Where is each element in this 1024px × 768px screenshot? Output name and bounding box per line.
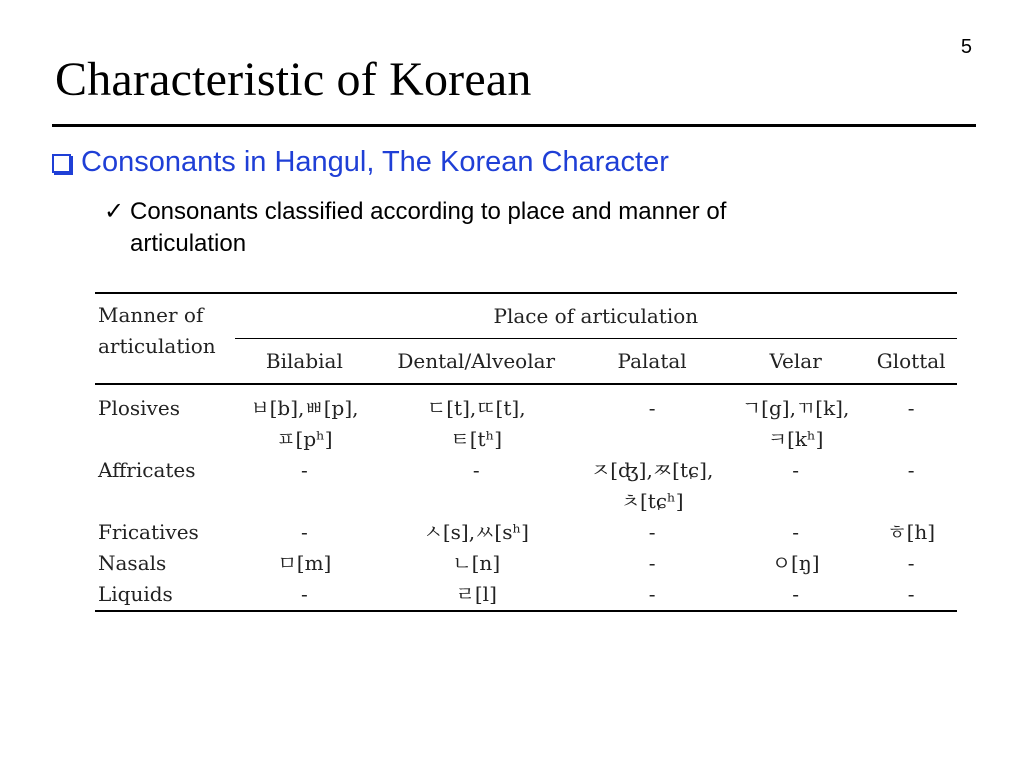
cell-line: ㅍ[pʰ] <box>276 427 333 451</box>
cell-line: ㅋ[kʰ] <box>767 427 824 451</box>
table-cell <box>578 455 726 517</box>
table-cell <box>374 548 578 579</box>
cell-line: - <box>648 582 656 606</box>
table-row <box>95 579 957 611</box>
cell-line: - <box>792 520 799 544</box>
column-header: Dental/Alveolar <box>397 349 556 373</box>
cell-line: - <box>301 458 308 482</box>
corner-header-line2: articulation <box>98 334 216 358</box>
table-cell <box>726 517 865 548</box>
table-cell <box>865 455 957 517</box>
table-cell <box>865 517 957 548</box>
table-cell <box>374 455 578 517</box>
table-cell <box>726 384 865 455</box>
table-cell <box>235 455 374 517</box>
cell-line: ㅎ[h] <box>887 520 936 544</box>
corner-header-line1: Manner of <box>98 303 204 327</box>
corner-header <box>95 293 235 384</box>
bullet-level1 <box>52 146 669 179</box>
slide-title: Characteristic of Korean <box>55 53 532 106</box>
cell-line: - <box>907 551 915 575</box>
cell-line: ㅌ[tʰ] <box>450 427 503 451</box>
table-cell <box>578 548 726 579</box>
column-header: Velar <box>769 349 822 373</box>
table-cell <box>235 384 374 455</box>
table-cell <box>578 517 726 548</box>
square-bullet-icon <box>52 154 71 173</box>
table-cell <box>235 548 374 579</box>
cell-line: ㅅ[s],ㅆ[sʰ] <box>423 520 529 544</box>
cell-line: - <box>472 458 480 482</box>
checkmark-bullet-icon: ✓ <box>104 198 125 225</box>
title-divider <box>52 124 976 127</box>
table-cell <box>726 548 865 579</box>
manner-cell: Liquids <box>98 582 173 606</box>
cell-line: ㄱ[g],ㄲ[k], <box>741 396 850 420</box>
table-cell <box>235 579 374 611</box>
column-header: Palatal <box>617 349 687 373</box>
table-cell <box>865 384 957 455</box>
cell-line: ㄹ[l] <box>455 582 497 606</box>
cell-line: - <box>301 520 308 544</box>
table-body <box>95 384 957 611</box>
manner-cell: Fricatives <box>98 520 199 544</box>
cell-line: ㅁ[m] <box>277 551 332 575</box>
table-cell <box>578 384 726 455</box>
cell-line: - <box>648 396 656 420</box>
cell-line: - <box>648 520 656 544</box>
column-header: Bilabial <box>265 349 343 373</box>
cell-line: ㅈ[ʤ],ㅉ[tɕ], <box>590 458 714 482</box>
cell-line: ㄷ[t],ㄸ[t], <box>426 396 526 420</box>
column-header: Glottal <box>876 349 946 373</box>
table-cell <box>374 579 578 611</box>
cell-line: - <box>648 551 656 575</box>
cell-line: ㅊ[tɕʰ] <box>620 489 684 513</box>
cell-line: - <box>907 396 915 420</box>
group-header: Place of articulation <box>235 293 957 339</box>
cell-line: ㄴ[n] <box>452 551 501 575</box>
cell-line: ㅇ[ŋ] <box>771 551 820 575</box>
bullet-level1-text: Consonants in Hangul, The Korean Character <box>81 146 669 178</box>
table-cell <box>865 548 957 579</box>
table-row <box>95 455 957 517</box>
bullet-level2-line2: articulation <box>130 230 247 257</box>
cell-line: - <box>301 582 308 606</box>
table-cell <box>235 517 374 548</box>
manner-cell: Plosives <box>98 396 180 420</box>
table-row <box>95 517 957 548</box>
table-row <box>95 548 957 579</box>
cell-line: - <box>792 458 799 482</box>
table-cell <box>374 517 578 548</box>
manner-cell: Affricates <box>98 458 196 482</box>
table-cell <box>726 579 865 611</box>
table-cell <box>865 579 957 611</box>
bullet-level2 <box>104 196 904 260</box>
table-row <box>95 384 957 455</box>
cell-line: - <box>907 458 915 482</box>
consonant-table <box>95 292 957 612</box>
bullet-level2-line1: Consonants classified according to place and manner of <box>130 198 727 225</box>
table-cell <box>374 384 578 455</box>
cell-line: - <box>907 582 915 606</box>
manner-cell: Nasals <box>98 551 167 575</box>
bullet-level2-text <box>130 196 726 260</box>
cell-line: - <box>792 582 799 606</box>
table-cell <box>578 579 726 611</box>
slide-number: 5 <box>960 36 972 58</box>
table-cell <box>726 455 865 517</box>
cell-line: ㅂ[b],ㅃ[p], <box>250 396 359 420</box>
